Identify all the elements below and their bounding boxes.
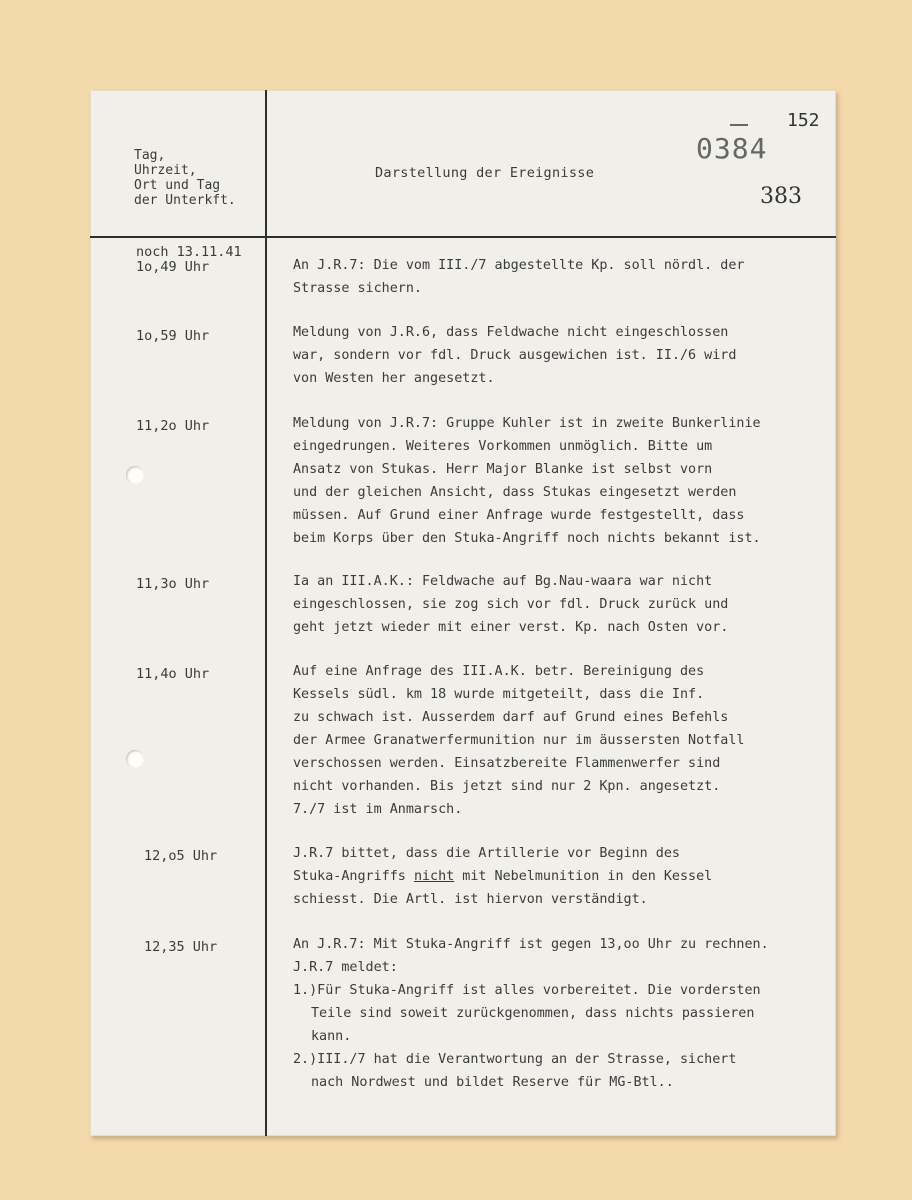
entry-text [293,254,833,300]
entry-text [293,660,833,821]
entry-text [293,933,833,1094]
header-title: Darstellung der Ereignisse [375,165,595,181]
underlined-word: nicht [413,869,455,884]
text-line: müssen. Auf Grund einer Anfrage wurde festgestellt, dass [293,508,745,523]
stamp-mark [730,124,748,126]
column-divider [265,90,267,1136]
text-line [293,865,833,888]
text-line: Ansatz von Stukas. Herr Major Blanke ist selbst vorn [293,462,713,477]
text-segment: mit Nebelmunition in den Kessel [454,869,713,884]
text-line: J.R.7 meldet: [293,960,398,975]
punch-hole [126,750,144,768]
text-line: Meldung von J.R.6, dass Feldwache nicht eingeschlossen [293,325,729,340]
entry-text [293,842,833,911]
entry-text [293,570,833,639]
text-line: eingeschlossen, sie zog sich vor fdl. Druck zurück und [293,597,729,612]
text-line: Teile sind soweit zurückgenommen, dass nichts passieren [311,1006,755,1021]
text-line: nach Nordwest und bildet Reserve für MG-Btl.. [311,1075,674,1090]
punch-hole [126,466,144,484]
text-line: eingedrungen. Weiteres Vorkommen unmöglich. Bitte um [293,439,713,454]
header-left-label [134,148,236,208]
text-line: Kessels südl. km 18 wurde mitgeteilt, dass die Inf. [293,687,705,702]
document-page [90,90,836,1136]
text-line: beim Korps über den Stuka-Angriff noch nichts bekannt ist. [293,531,761,546]
text-line: von Westen her angesetzt. [293,371,495,386]
text-line: war, sondern vor fdl. Druck ausgewichen ist. II./6 wird [293,348,737,363]
entry-time: 11,4o Uhr [136,666,210,682]
entry-time: 12,o5 Uhr [144,848,218,864]
text-line: Meldung von J.R.7: Gruppe Kuhler ist in zweite Bunkerlinie [293,416,761,431]
label-line: der Unterkft. [134,193,236,208]
text-line: und der gleichen Ansicht, dass Stukas eingesetzt werden [293,485,737,500]
entry-time: 12,35 Uhr [144,939,218,955]
entry-time: 1o,59 Uhr [136,328,210,344]
entry-text [293,412,833,550]
text-line: J.R.7 bittet, dass die Artillerie vor Beginn des [293,846,680,861]
text-segment: Stuka-Angriffs [293,869,414,884]
text-line: zu schwach ist. Ausserdem darf auf Grund eines Befehls [293,710,729,725]
label-line: Tag, [134,148,166,163]
archive-number-stamp: 0384 [696,132,768,165]
text-line: An J.R.7: Mit Stuka-Angriff ist gegen 13,oo Uhr zu rechnen. [293,937,769,952]
text-line: 2.)III./7 hat die Verantwortung an der Strasse, sichert [293,1052,737,1067]
header-divider [90,236,836,238]
text-line: Strasse sichern. [293,281,422,296]
page-number-stamp: 152 [787,110,820,131]
entry-time: 11,2o Uhr [136,418,210,434]
entry-text [293,321,833,390]
text-line: der Armee Granatwerfermunition nur im äussersten Notfall [293,733,745,748]
page-number: 383 [760,184,802,209]
entry-time: noch 13.11.41 1o,49 Uhr [136,244,242,275]
text-line: Auf eine Anfrage des III.A.K. betr. Bereinigung des [293,664,705,679]
entry-time: 11,3o Uhr [136,576,210,592]
text-line: nicht vorhanden. Bis jetzt sind nur 2 Kpn. angesetzt. [293,779,721,794]
label-line: Ort und Tag [134,178,221,193]
text-line: 1.)Für Stuka-Angriff ist alles vorbereitet. Die vordersten [293,983,761,998]
text-line: verschossen werden. Einsatzbereite Flammenwerfer sind [293,756,721,771]
text-line: schiesst. Die Artl. ist hiervon verständigt. [293,892,648,907]
text-line: An J.R.7: Die vom III./7 abgestellte Kp. soll nördl. der [293,258,745,273]
text-line: kann. [311,1029,352,1044]
label-line: Uhrzeit, [134,163,197,178]
text-line: 7./7 ist im Anmarsch. [293,802,463,817]
text-line: Ia an III.A.K.: Feldwache auf Bg.Nau-waara war nicht [293,574,713,589]
text-line: geht jetzt wieder mit einer verst. Kp. nach Osten vor. [293,620,729,635]
